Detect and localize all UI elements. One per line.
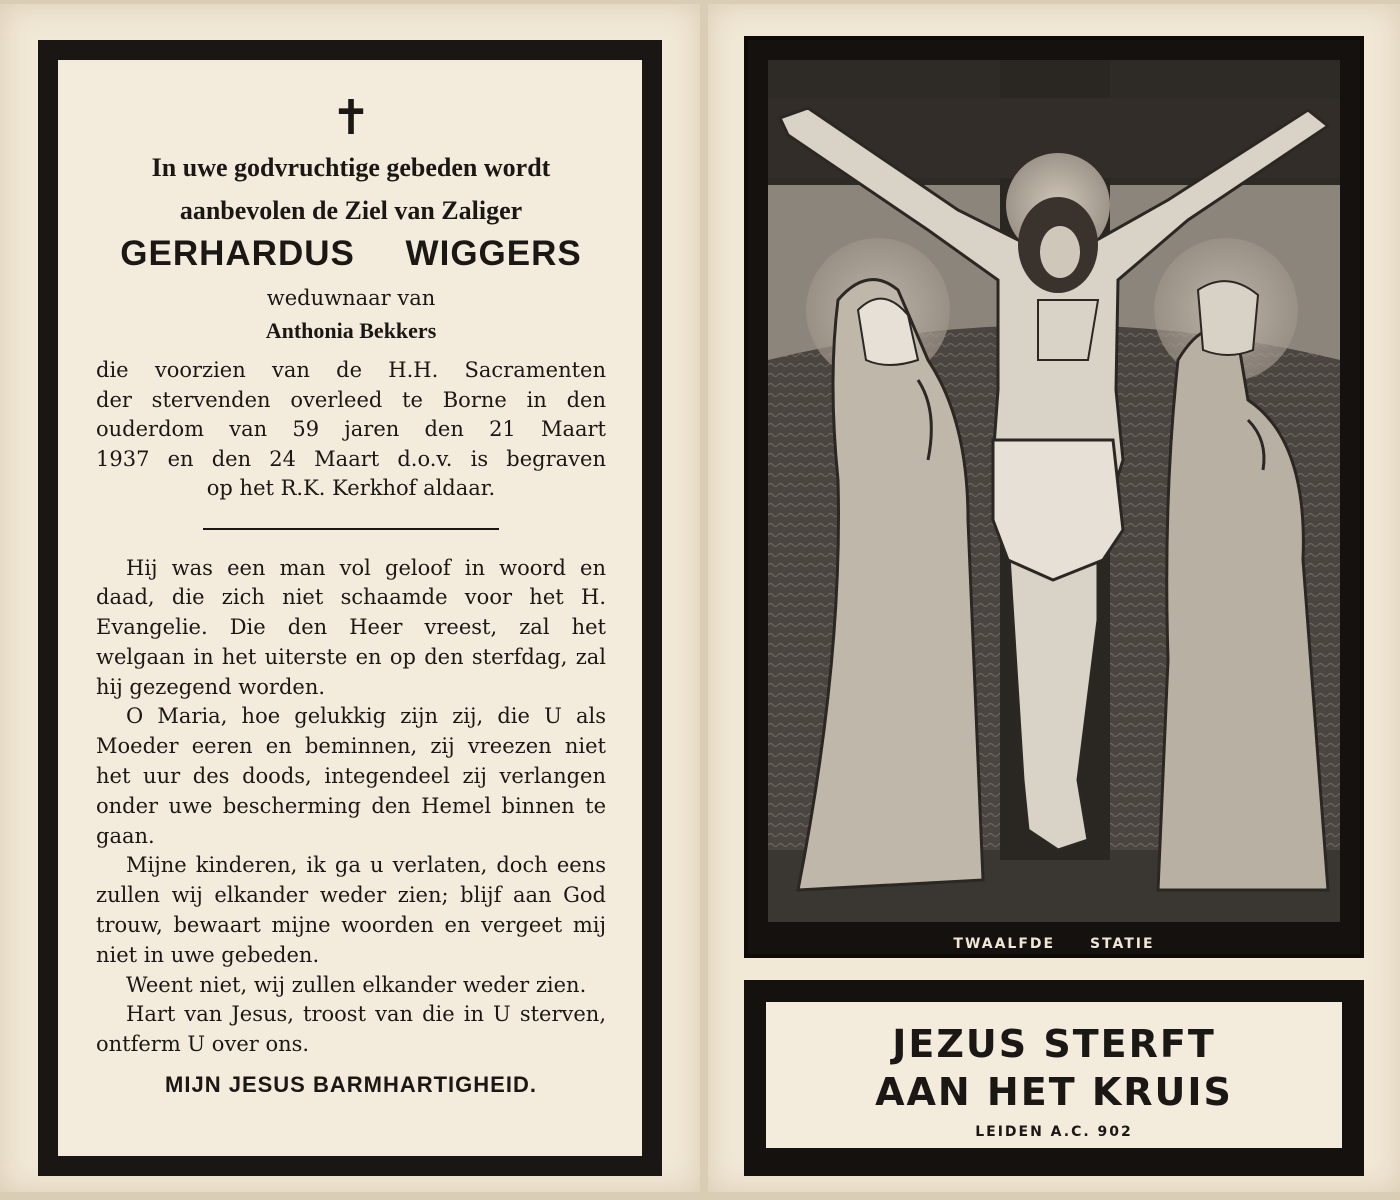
divider [203, 528, 499, 530]
death-notice [96, 356, 606, 504]
intro-line-2: aanbevolen de Ziel van Zaliger [179, 196, 523, 225]
memorial-text-area [96, 90, 606, 1098]
memorial-card-text [0, 4, 700, 1192]
memorial-card-image [708, 4, 1400, 1192]
title-frame [744, 980, 1364, 1176]
paragraph-faith: Hij was een man vol geloof in woord en daad, die zich niet schaamde voor het H. Evangelie. Die den Heer vreest, zal het welgaan in het uiterste en op den sterfdag, zal hij gezegend worden. [96, 555, 606, 699]
paragraph-children: Mijne kinderen, ik ga u verlaten, doch eens zullen wij elkander weder zien; blijf aan God trouw, bewaart mijne woorden en vergeet mij niet in uwe gebeden. [96, 853, 606, 967]
death-notice-line: op het R.K. Kerkhof aldaar. [206, 476, 496, 500]
death-notice-line: die voorzien van de H.H. Sacramenten [96, 358, 606, 382]
paragraph-weep-not: Weent niet, wij zullen elkander weder zien. [126, 972, 587, 997]
paragraph-sacred-heart: Hart van Jesus, troost van die in U sterven, ontferm U over ons. [96, 1002, 606, 1057]
death-notice-line: ouderdom van 59 jaren den 21 Maart [96, 417, 606, 441]
death-notice-line: der stervenden overleed te Borne in den [96, 387, 606, 412]
widower-of: weduwnaar van [266, 286, 436, 310]
deceased-name: GERHARDUS WIGGERS [120, 234, 582, 273]
mourning-border [38, 40, 662, 1176]
paragraph-maria: O Maria, hoe gelukkig zijn zij, die U als Moeder eeren en beminnen, zij vreezen niet het uur des doods, integendeel zij verlangen onder uwe bescherming den Hemel binnen te gaan. [96, 704, 606, 848]
spouse-name: Anthonia Bekkers [265, 318, 437, 343]
crucifixion-picture-frame [744, 36, 1364, 958]
prayer-text [96, 554, 606, 1061]
intro-line-1: In uwe godvruchtige gebeden wordt [151, 153, 551, 182]
death-notice-line: 1937 en den 24 Maart d.o.v. is begraven [96, 446, 606, 471]
cross-icon: ✝ [330, 90, 372, 146]
closing-prayer: MIJN JESUS BARMHARTIGHEID. [165, 1072, 537, 1098]
publisher-label: LEIDEN A.C. 902 [975, 1124, 1133, 1140]
crucifixion-illustration [768, 60, 1340, 922]
title-line-1: JEZUS STERFT [892, 1022, 1216, 1066]
title-panel [766, 1002, 1342, 1148]
station-label: TWAALFDE STATIE [953, 936, 1155, 952]
title-line-2: AAN HET KRUIS [875, 1070, 1233, 1114]
